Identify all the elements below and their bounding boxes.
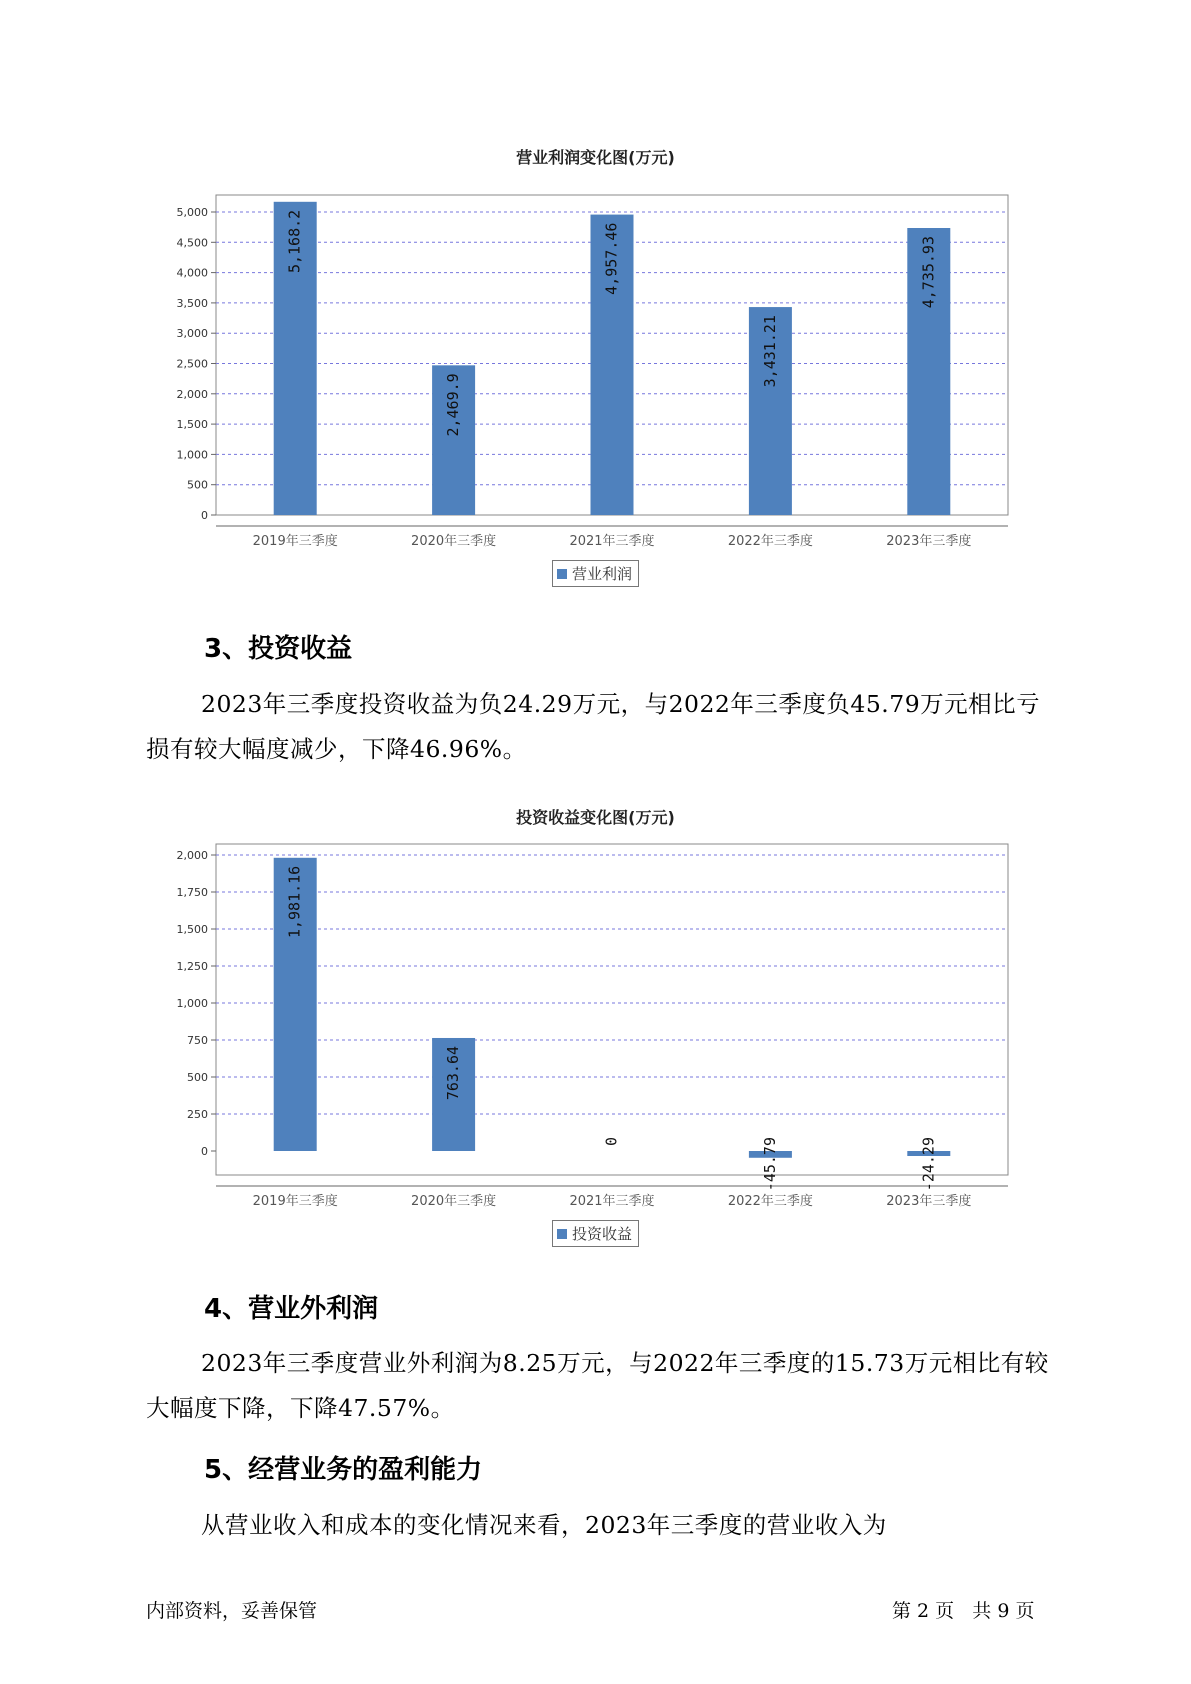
footer-note: 内部资料，妥善保管 [146, 1600, 318, 1622]
y-tick-label: 1,750 [176, 886, 208, 899]
y-tick-label: 0 [201, 509, 208, 522]
y-tick-label: 1,500 [176, 923, 208, 936]
bar-data-label: -24.29 [919, 1137, 938, 1192]
x-tick-label: 2019年三季度 [252, 534, 338, 549]
bar-data-label: 5,168.2 [285, 209, 304, 274]
y-tick-label: 1,250 [176, 960, 208, 973]
y-tick-label: 3,000 [176, 327, 208, 341]
y-tick-label: 3,500 [176, 296, 208, 310]
y-tick-label: 1,000 [176, 997, 208, 1010]
x-tick-label: 2022年三季度 [727, 534, 813, 549]
bar-data-label: 763.64 [444, 1045, 463, 1101]
y-tick-label: 1,500 [176, 418, 208, 432]
bar-data-label: 1,981.16 [285, 865, 304, 939]
legend-swatch [557, 569, 567, 579]
legend-label: 营业利润 [572, 565, 633, 583]
bar-data-label: 2,469.9 [444, 373, 463, 437]
section-text-profitability: 从营业收入和成本的变化情况来看，2023年三季度的营业收入为 [201, 1511, 887, 1539]
investment-income-chart [0, 800, 1191, 1260]
bar-data-label: 4,957.46 [602, 222, 621, 295]
section-heading-non-operating-profit: 4、营业外利润 [204, 1294, 379, 1324]
page-number: 第 2 页 共 9 页 [892, 1600, 1035, 1622]
x-tick-label: 2023年三季度 [886, 1194, 972, 1209]
y-tick-label: 4,000 [176, 266, 208, 280]
chart-plot [0, 800, 1191, 1260]
bar-data-label: 3,431.21 [760, 315, 779, 388]
y-tick-label: 500 [187, 478, 208, 492]
section-text-non-operating-profit: 2023年三季度营业外利润为8.25万元，与2022年三季度的15.73万元相比有较大幅度下降，下降47.57%。 [146, 1349, 1049, 1422]
legend-swatch [557, 1229, 567, 1239]
legend-label: 投资收益 [572, 1225, 633, 1243]
y-tick-label: 4,500 [176, 236, 208, 250]
y-tick-label: 2,000 [176, 387, 208, 401]
x-tick-label: 2019年三季度 [252, 1194, 338, 1209]
chart-legend [552, 1220, 639, 1247]
x-tick-label: 2023年三季度 [886, 534, 972, 549]
bar-data-label: 0 [602, 1137, 621, 1147]
chart-title: 投资收益变化图(万元) [516, 808, 675, 827]
x-tick-label: 2021年三季度 [569, 1194, 655, 1209]
bar-data-label: -45.79 [760, 1137, 779, 1192]
y-tick-label: 500 [187, 1071, 208, 1084]
x-tick-label: 2020年三季度 [411, 1194, 497, 1209]
section-text-investment-income: 2023年三季度投资收益为负24.29万元，与2022年三季度负45.79万元相比亏损有较大幅度减少，下降46.96%。 [146, 690, 1041, 763]
section-heading-investment-income: 3、投资收益 [204, 634, 353, 664]
chart-plot [0, 140, 1191, 600]
y-tick-label: 2,000 [176, 849, 208, 862]
y-tick-label: 2,500 [176, 357, 208, 371]
y-tick-label: 750 [187, 1034, 208, 1047]
chart-title: 营业利润变化图(万元) [516, 148, 675, 167]
y-tick-label: 250 [187, 1108, 208, 1121]
y-tick-label: 5,000 [176, 206, 208, 219]
operating-profit-chart [0, 140, 1191, 600]
x-tick-label: 2022年三季度 [727, 1194, 813, 1209]
section-heading-profitability: 5、经营业务的盈利能力 [204, 1455, 483, 1485]
chart-legend [552, 560, 639, 587]
bar-data-label: 4,735.93 [919, 236, 938, 309]
y-tick-label: 0 [201, 1145, 208, 1158]
x-tick-label: 2020年三季度 [411, 534, 497, 549]
x-tick-label: 2021年三季度 [569, 534, 655, 549]
y-tick-label: 1,000 [176, 448, 208, 462]
plot-frame [216, 844, 1008, 1175]
